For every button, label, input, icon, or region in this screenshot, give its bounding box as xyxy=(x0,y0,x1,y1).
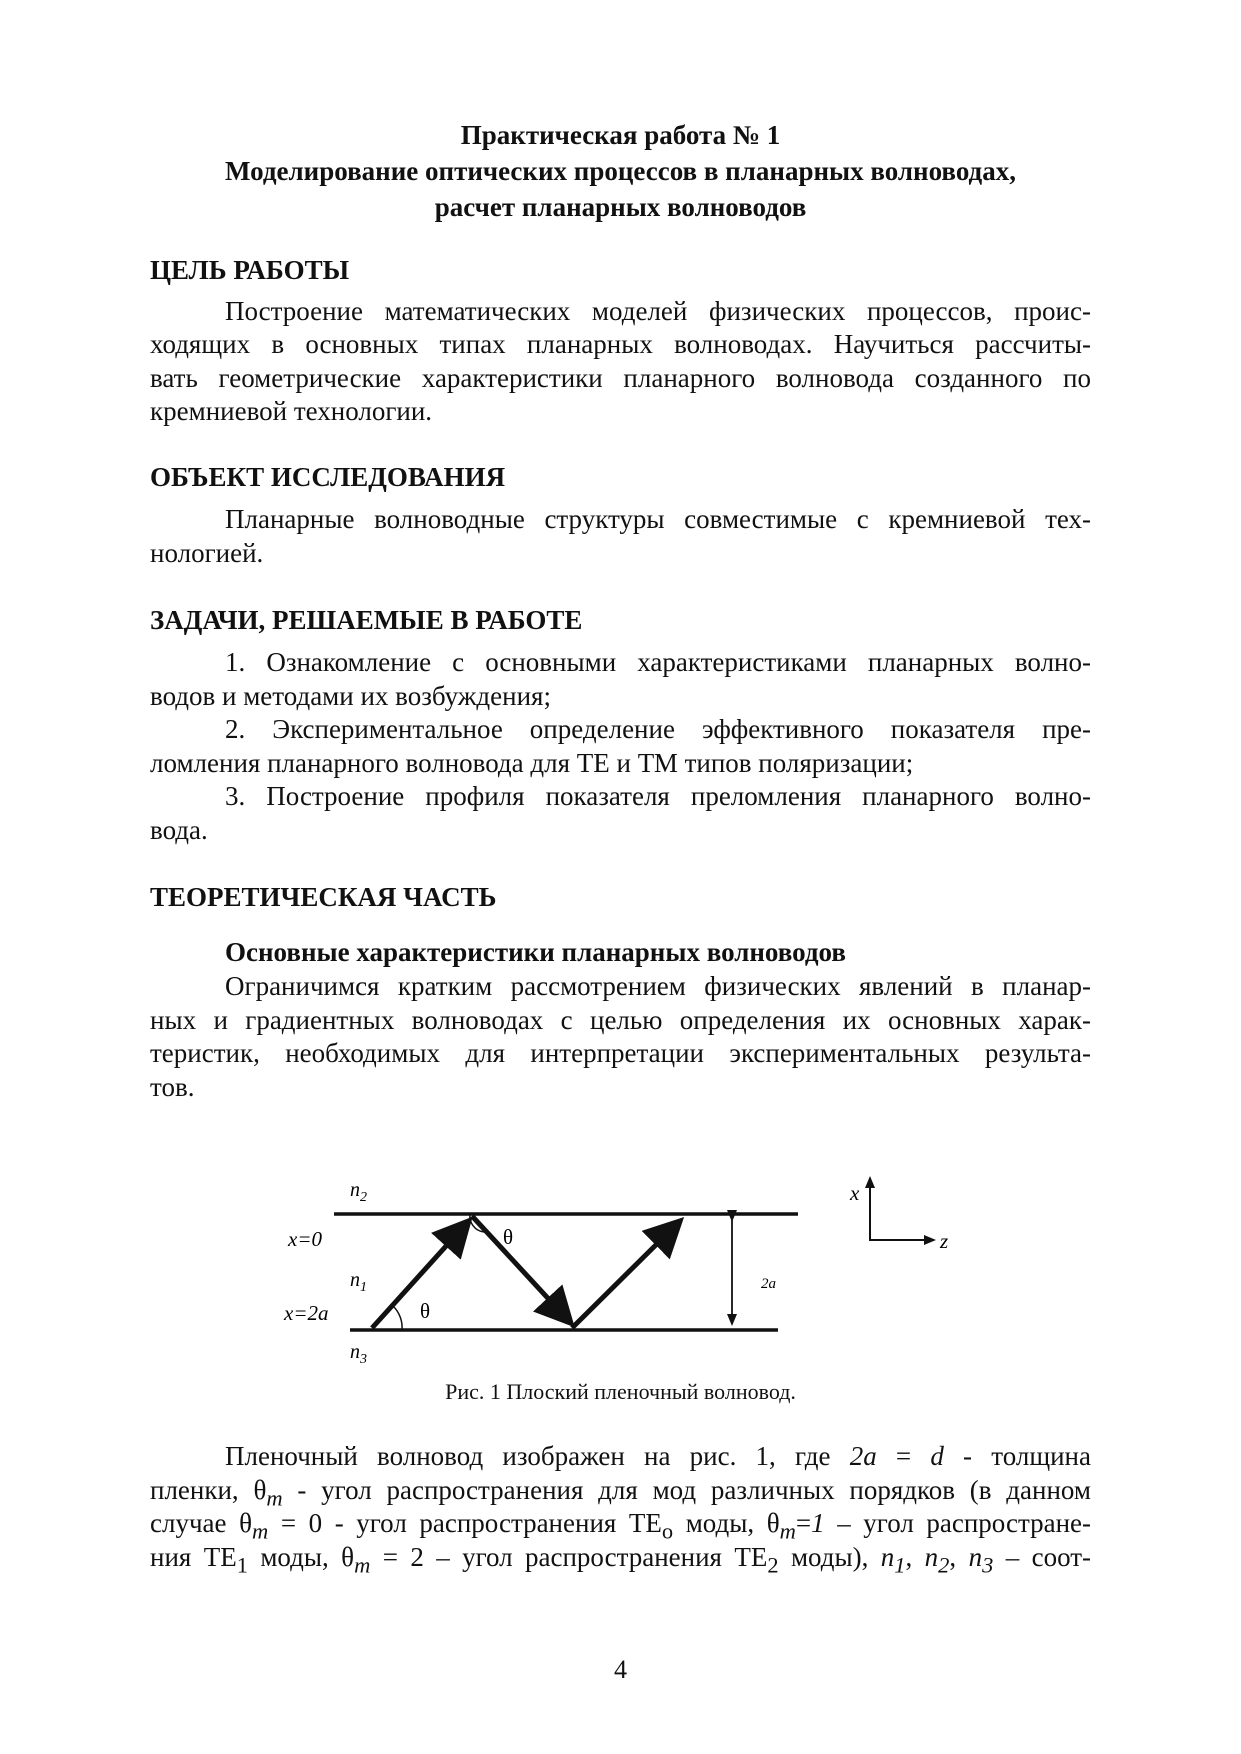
ray-segment-2 xyxy=(472,1216,568,1320)
theta-arc-bottom xyxy=(393,1306,402,1330)
x2a-label: x=2a xyxy=(284,1301,329,1325)
goal-line-3: вать геометрические характеристики планарного волновода созданного по xyxy=(150,363,1091,393)
theta-label-bottom: θ xyxy=(420,1299,431,1323)
goal-heading: ЦЕЛЬ РАБОТЫ xyxy=(150,255,350,285)
theory-subheading: Основные характеристики планарных волноводов xyxy=(225,937,846,967)
task-line-5: 3. Построение профиля показателя преломления планарного волно- xyxy=(225,781,1091,811)
goal-line-1: Построение математических моделей физических процессов, проис- xyxy=(225,296,1091,326)
theory-line-4: тов. xyxy=(150,1072,195,1102)
waveguide-figure xyxy=(270,1162,990,1392)
work-subtitle-line2: расчет планарных волноводов xyxy=(434,192,807,222)
n1-label: $n_1$ xyxy=(350,1269,367,1295)
theory-heading: ТЕОРЕТИЧЕСКАЯ ЧАСТЬ xyxy=(150,882,497,912)
theory-line-3: теристик, необходимых для интерпретации экспериментальных результа- xyxy=(150,1038,1091,1068)
goal-line-2: ходящих в основных типах планарных волноводах. Научиться рассчиты- xyxy=(150,329,1091,359)
work-subtitle-line1: Моделирование оптических процессов в планарных волноводах, xyxy=(225,156,1016,186)
tasks-heading: ЗАДАЧИ, РЕШАЕМЫЕ В РАБОТЕ xyxy=(150,605,583,635)
z-axis-label: z xyxy=(940,1229,949,1253)
page-number: 4 xyxy=(614,1655,627,1684)
object-line-1: Планарные волноводные структуры совместимые с кремниевой тех- xyxy=(225,504,1091,534)
task-line-4: ломления планарного волновода для ТЕ и ТМ типов поляризации; xyxy=(150,748,914,778)
x0-label: x=0 xyxy=(288,1227,322,1251)
figure-caption: Рис. 1 Плоский пленочный волновод. xyxy=(445,1379,796,1404)
n3-label: $n_3$ xyxy=(350,1341,367,1367)
theory-line-2: ных и градиентных волноводах с целью определения их основных харак- xyxy=(150,1005,1091,1035)
n2-label: $n_2$ xyxy=(350,1179,367,1205)
object-heading: ОБЪЕКТ ИССЛЕДОВАНИЯ xyxy=(150,462,506,492)
body-line-3: случае $\theta_m = 0$ - угол распространения $TE_o$ моды, $\theta_m=1$ – угол распростране- xyxy=(150,1508,1091,1544)
work-title: Практическая работа № 1 xyxy=(460,120,781,150)
x-axis-label: x xyxy=(850,1181,860,1205)
goal-line-4: кремниевой технологии. xyxy=(150,396,433,426)
ray-segment-1 xyxy=(372,1224,466,1328)
body-line-2: пленки, $\theta_m$ - угол распространения для мод различных порядков (в данном xyxy=(150,1475,1091,1511)
object-line-2: нологией. xyxy=(150,538,264,568)
body-line-4: ния $TE_1$ моды, $\theta_m = 2$ – угол распространения $TE_2$ моды), $n_1$, $n_2$, $n_3$ – соот- xyxy=(150,1542,1092,1578)
thickness-label: 2a xyxy=(761,1276,776,1292)
task-line-6: вода. xyxy=(150,815,208,845)
task-line-1: 1. Ознакомление с основными характеристиками планарных волно- xyxy=(225,647,1091,677)
task-line-2: водов и методами их возбуждения; xyxy=(150,681,551,711)
task-line-3: 2. Экспериментальное определение эффективного показателя пре- xyxy=(225,714,1091,744)
theta-label-top: θ xyxy=(503,1225,514,1249)
ray-segment-3 xyxy=(572,1224,677,1328)
theory-line-1: Ограничимся кратким рассмотрением физических явлений в планар- xyxy=(225,971,1091,1001)
body-line-1: Пленочный волновод изображен на рис. 1, где 2a = d - толщина xyxy=(225,1441,1091,1471)
